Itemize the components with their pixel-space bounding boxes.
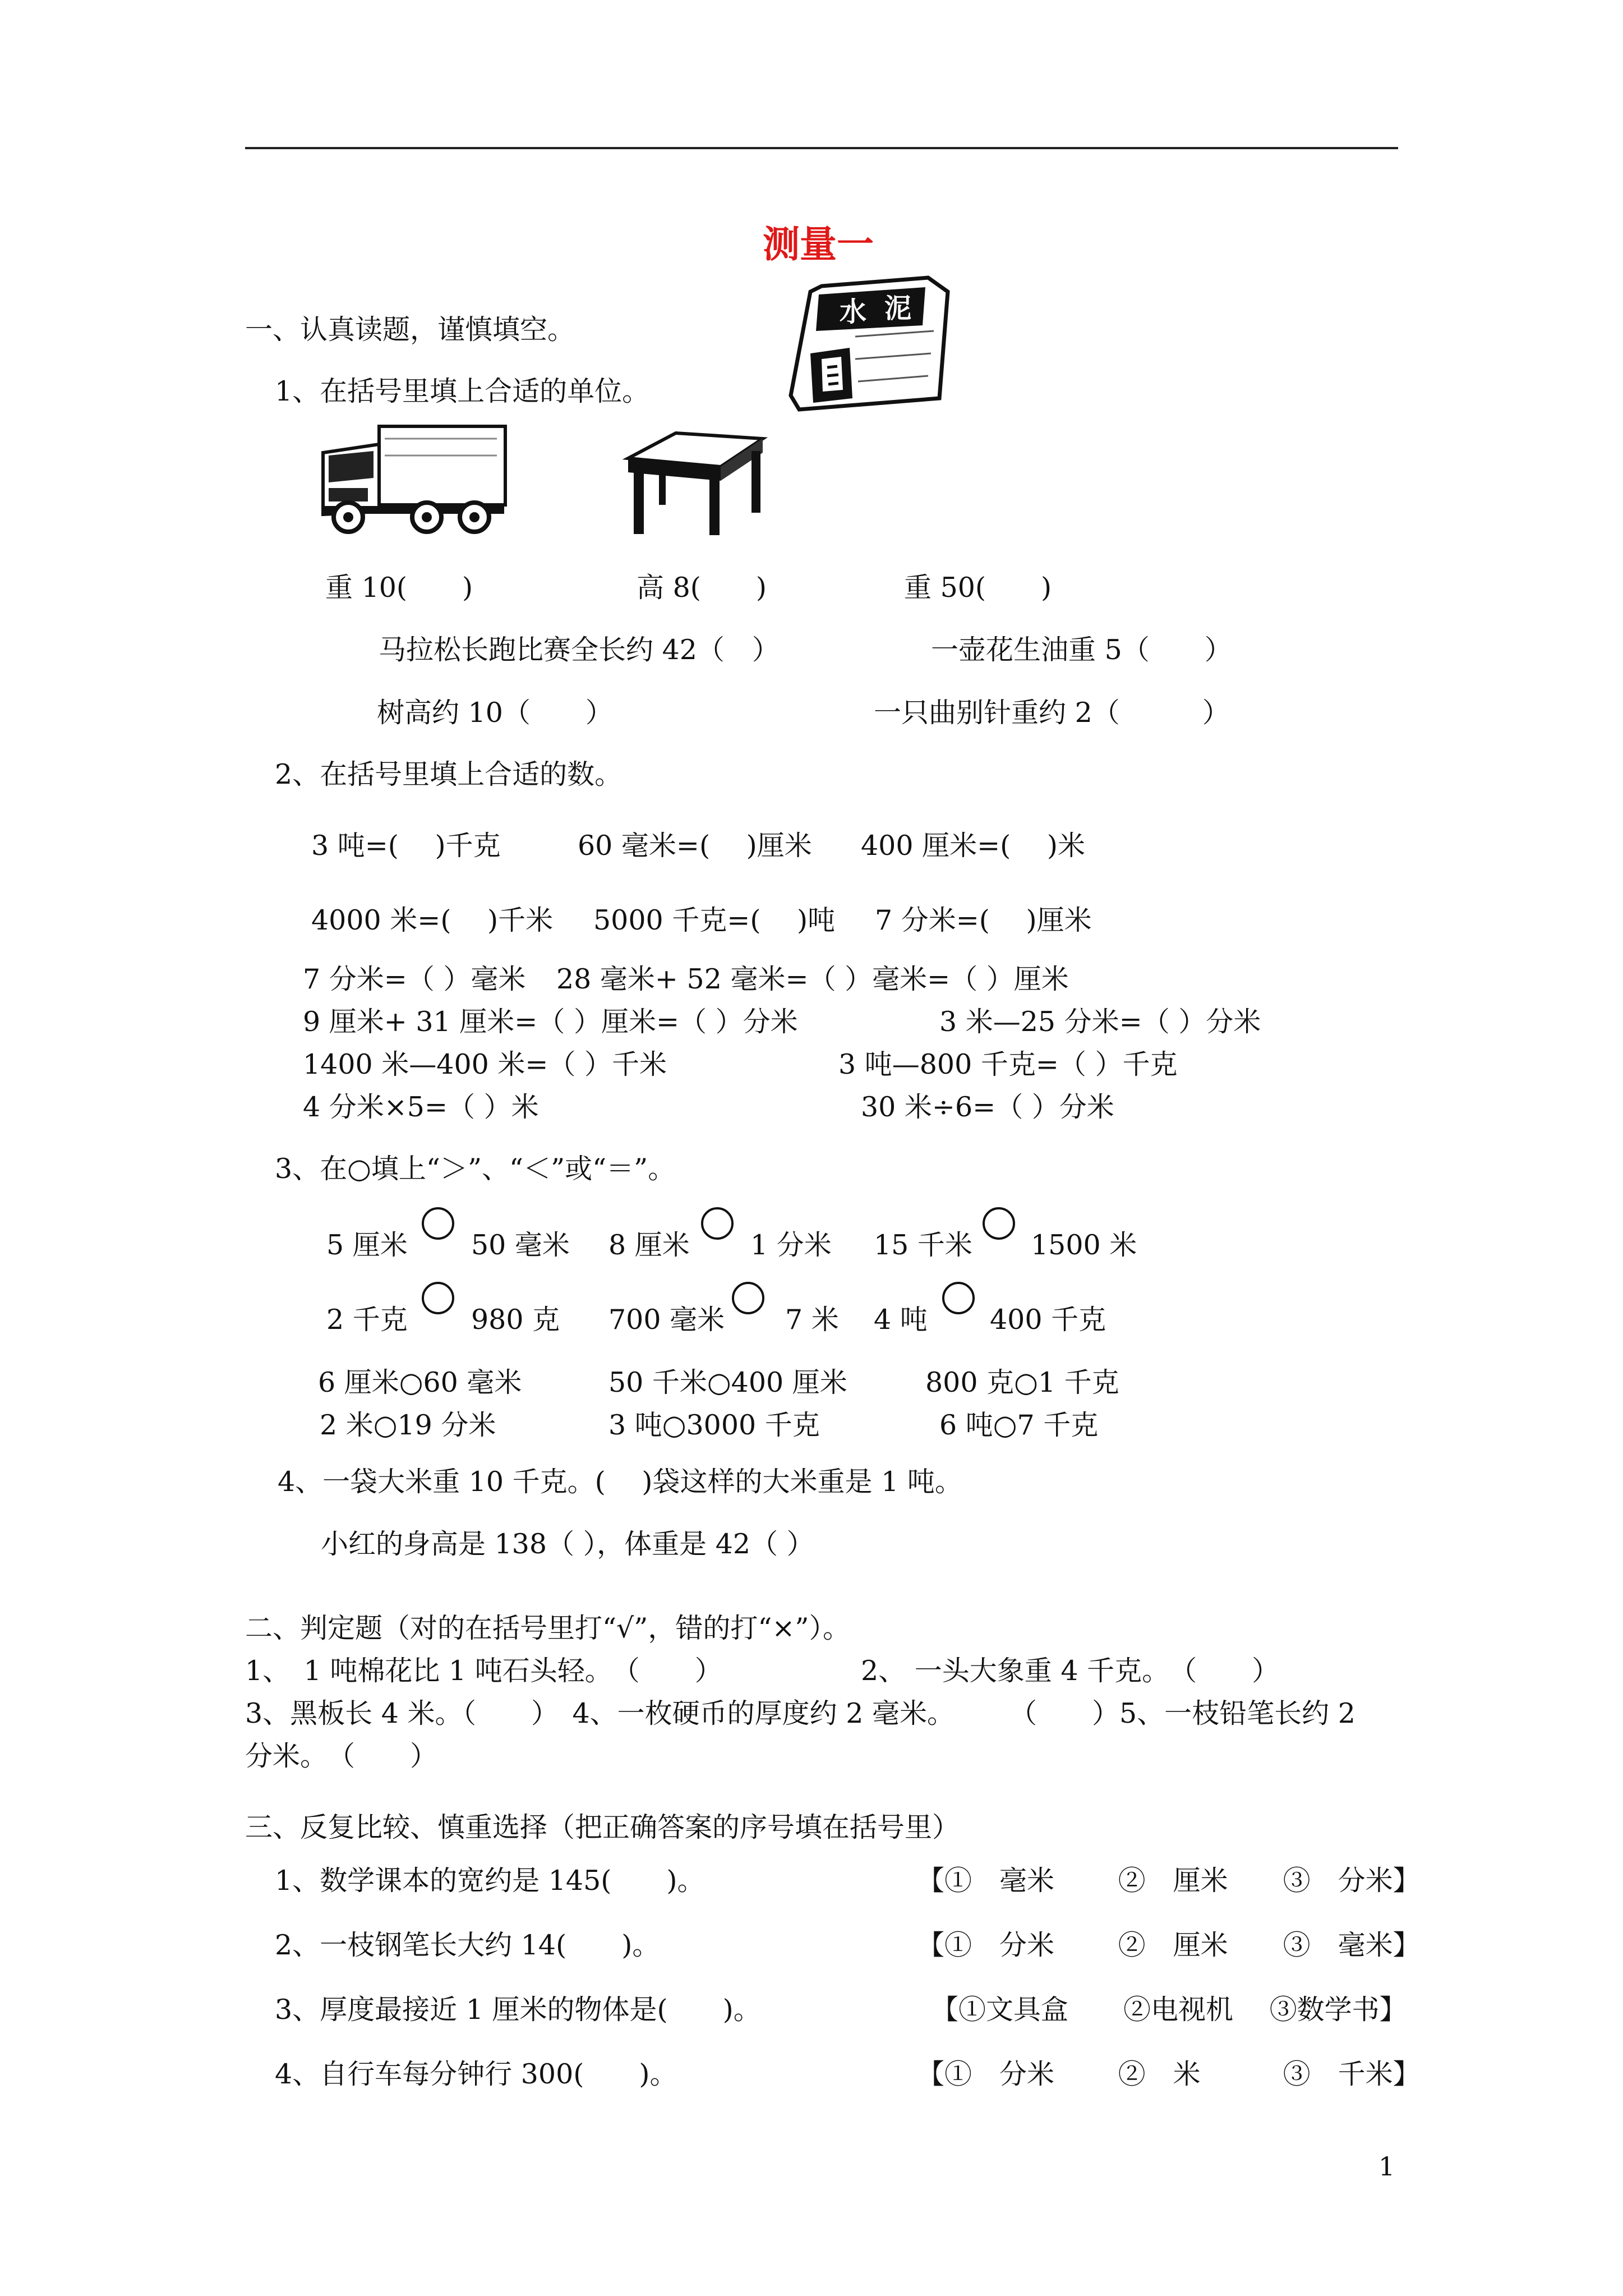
q2-item-1: 3 吨=( )千克 [311,830,501,862]
q2-item-11: 1400 米—400 米=（ ）千米 [303,1048,667,1080]
q2-item-12: 3 吨—800 千克=（ ）千克 [838,1048,1178,1080]
q3-item-18: 6 吨○7 千克 [939,1409,1099,1441]
compare-circle[interactable] [422,1207,454,1240]
q3-item-14: 50 千米○400 厘米 [608,1366,847,1398]
q3-left-1: 5 厘米 [326,1229,408,1261]
section3-q1: 1、数学课本的宽约是 145( )。 [275,1865,705,1897]
q1-item-7: 一只曲别针重约 2（ ） [874,697,1230,729]
q3-item-17: 3 吨○3000 千克 [608,1409,820,1441]
section3-q2: 2、一枝钢笔长大约 14( )。 [275,1929,660,1961]
q3-item-13: 6 厘米○60 毫米 [318,1366,522,1398]
q3-right-5: 7 米 [785,1304,839,1336]
q2-item-4: 4000 米=( )千米 [311,904,554,936]
section3-heading: 三、反复比较、慎重选择（把正确答案的序号填在括号里） [245,1811,960,1843]
section3-q1-options: 【① 毫米 ② 厘米 ③ 分米】 [917,1865,1421,1897]
q1-label: 1、在括号里填上合适的单位。 [275,375,650,407]
q3-left-3: 15 千米 [874,1229,972,1261]
q3-item-16: 2 米○19 分米 [320,1409,496,1441]
table-illustration [625,427,766,540]
q2-item-7: 7 分米=（ ）毫米 [303,963,526,995]
q3-left-5: 700 毫米 [608,1304,725,1336]
q2-item-5: 5000 千克=( )吨 [593,904,836,936]
q3-label: 3、在○填上“＞”、“＜”或“＝”。 [275,1153,676,1185]
section3-q4-options: 【① 分米 ② 米 ③ 千米】 [917,2058,1421,2090]
section2-heading: 二、判定题（对的在括号里打“√”，错的打“×”）。 [245,1612,850,1644]
q1-item-3: 重 50( ) [904,572,1052,604]
cement-bag-char-2: 泥 [884,293,912,324]
section3-q2-options: 【① 分米 ② 厘米 ③ 毫米】 [917,1929,1421,1961]
section2-line-1: 1、 1 吨棉花比 1 吨石头轻。 （ ） [245,1655,722,1687]
q3-item-15: 800 克○1 千克 [925,1366,1119,1398]
section2-line-3: 3、黑板长 4 米。（ ） 4、一枚硬币的厚度约 2 毫米。 （ ）5、一枝铅笔长约 2 [245,1697,1355,1729]
q3-right-1: 50 毫米 [471,1229,570,1261]
q2-item-14: 30 米÷6=（ ）分米 [861,1091,1114,1123]
compare-circle[interactable] [701,1207,734,1240]
q1-item-2: 高 8( ) [637,572,767,604]
q2-item-9: 9 厘米+ 31 厘米=（ ）厘米=（ ）分米 [303,1006,798,1038]
q3-right-4: 980 克 [471,1304,560,1336]
q2-item-2: 60 毫米=( )厘米 [578,830,812,862]
q2-item-8: 28 毫米+ 52 毫米=（ ）毫米=（ ）厘米 [556,963,1069,995]
q3-right-2: 1 分米 [750,1229,832,1261]
q3-left-4: 2 千克 [326,1304,408,1336]
q3-right-3: 1500 米 [1031,1229,1137,1261]
compare-circle[interactable] [732,1282,764,1314]
header-rule [245,147,1398,149]
page-title: 测量一 [763,222,874,266]
q2-item-13: 4 分米×5=（ ）米 [303,1091,539,1123]
section2-line-2: 2、 一头大象重 4 千克。 （ ） [861,1655,1280,1687]
q1-item-4: 马拉松长跑比赛全长约 42（ ） [379,634,780,666]
q3-left-6: 4 吨 [874,1304,928,1336]
compare-circle[interactable] [983,1207,1015,1240]
q1-item-5: 一壶花生油重 5（ ） [931,634,1232,666]
section2-line-4: 分米。 （ ） [245,1740,438,1772]
section1-heading: 一、认真读题，谨慎填空。 [245,314,575,346]
q3-left-2: 8 厘米 [608,1229,690,1261]
compare-circle[interactable] [942,1282,975,1314]
section3-q4: 4、自行车每分钟行 300( )。 [275,2058,677,2090]
cement-bag-char-1: 水 [840,296,867,328]
q4-line-1: 4、一袋大米重 10 千克。( )袋这样的大米重是 1 吨。 [278,1466,962,1498]
q3-right-6: 400 千克 [990,1304,1106,1336]
q2-item-10: 3 米—25 分米=（ ）分米 [939,1006,1261,1038]
page-number: 1 [1378,2151,1395,2182]
section3-q3: 3、厚度最接近 1 厘米的物体是( )。 [275,1994,761,2026]
compare-circle[interactable] [422,1282,454,1314]
q2-label: 2、在括号里填上合适的数。 [275,758,623,790]
q2-item-6: 7 分米=( )厘米 [875,904,1092,936]
cement-bag-illustration [788,275,951,415]
q4-line-2: 小红的身高是 138（ ），体重是 42（ ） [321,1528,814,1560]
truck-illustration [317,422,508,534]
q1-item-6: 树高约 10（ ） [377,697,613,729]
q2-item-3: 400 厘米=( )米 [861,830,1085,862]
section3-q3-options: 【①文具盒 ②电视机 ③数学书】 [931,1994,1407,2026]
q1-item-1: 重 10( ) [325,572,473,604]
